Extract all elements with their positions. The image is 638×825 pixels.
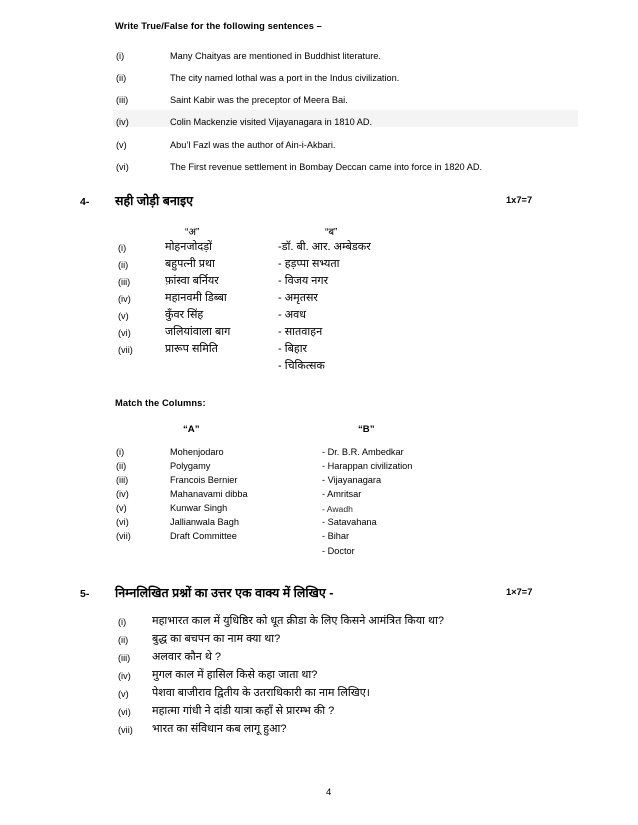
- match-row-b: - अवध: [278, 309, 307, 321]
- match-row-b: - चिकित्सक: [278, 360, 325, 372]
- list-item-number: (vii): [118, 725, 133, 735]
- list-item: Abu’l Fazl was the author of Ain-i-Akbari.: [170, 140, 336, 150]
- match-row-a: महानवमी डिब्बा: [165, 292, 227, 304]
- question-4-number: 4-: [80, 196, 90, 208]
- match-row-number: (i): [116, 447, 125, 457]
- column-b-header-en: “B”: [358, 424, 375, 435]
- match-row-b: -डॉ. बी. आर. अम्बेडकर: [278, 241, 371, 253]
- list-item-number: (v): [116, 140, 127, 150]
- column-b-header-hi: “ब”: [325, 227, 338, 238]
- match-row-a: Jallianwala Bagh: [170, 517, 239, 527]
- list-item: Saint Kabir was the preceptor of Meera Bai.: [170, 95, 348, 105]
- question-4-heading: सही जोड़ी बनाइए: [115, 194, 194, 208]
- match-row-a: बहुपत्नी प्रथा: [165, 258, 215, 270]
- match-row-b: - Satavahana: [322, 517, 377, 527]
- match-row-b: - विजय नगर: [278, 275, 329, 287]
- list-item: Colin Mackenzie visited Vijayanagara in 1810 AD.: [170, 117, 373, 127]
- match-row-number: (vi): [116, 517, 129, 527]
- match-row-number: (vii): [118, 345, 133, 355]
- list-item-number: (iii): [118, 653, 131, 663]
- match-row-number: (iv): [116, 489, 129, 499]
- match-row-b: - सातवाहन: [278, 326, 323, 338]
- list-item: अलवार कौन थे ?: [152, 651, 222, 663]
- match-row-number: (ii): [116, 461, 127, 471]
- page-number: 4: [326, 787, 332, 798]
- list-item-number: (iv): [118, 671, 131, 681]
- question-5-heading: निम्नलिखित प्रश्नों का उत्तर एक वाक्य में लिखिए -: [115, 586, 334, 600]
- match-row-b: - अमृतसर: [278, 292, 318, 304]
- list-item-number: (iv): [116, 117, 129, 127]
- match-columns-heading: Match the Columns:: [115, 398, 206, 408]
- match-row-number: (ii): [118, 260, 129, 270]
- match-row-number: (iv): [118, 294, 131, 304]
- match-row-a: Draft Committee: [170, 531, 237, 541]
- match-row-number: (v): [116, 503, 127, 513]
- question-4-marks: 1x7=7: [506, 195, 533, 205]
- match-row-b: - Bihar: [322, 531, 350, 541]
- match-row-b: - Awadh: [322, 504, 353, 514]
- match-row-b: - Doctor: [322, 546, 355, 556]
- match-row-b: - Dr. B.R. Ambedkar: [322, 447, 404, 457]
- match-row-a: Polygamy: [170, 461, 211, 471]
- match-row-a: मोहनजोदड़ों: [165, 241, 212, 253]
- column-a-header-en: “A”: [183, 424, 200, 435]
- list-item: भारत का संविधान कब लागू हुआ?: [152, 723, 287, 735]
- match-row-number: (iii): [116, 475, 129, 485]
- match-row-a: Kunwar Singh: [170, 503, 228, 513]
- list-item: महात्मा गांधी ने दांडी यात्रा कहाँ से प्रारम्भ की ?: [152, 705, 335, 717]
- match-row-a: Mahanavami dibba: [170, 489, 248, 499]
- list-item: The city named lothal was a port in the Indus civilization.: [170, 73, 400, 83]
- list-item-number: (i): [116, 51, 125, 61]
- match-row-b: - Harappan civilization: [322, 461, 413, 471]
- list-item-number: (vi): [116, 162, 129, 172]
- question-5-marks: 1×7=7: [506, 587, 533, 597]
- true-false-heading: Write True/False for the following sentences –: [115, 21, 322, 31]
- question-5-number: 5-: [80, 588, 90, 600]
- list-item: The First revenue settlement in Bombay Deccan came into force in 1820 AD.: [170, 162, 483, 172]
- match-row-number: (iii): [118, 277, 131, 287]
- list-item: पेशवा बाजीराव द्वितीय के उतराधिकारी का नाम लिखिए।: [152, 687, 370, 699]
- match-row-b: - Vijayanagara: [322, 475, 382, 485]
- match-row-a: कुँवर सिंह: [165, 309, 204, 321]
- match-row-number: (i): [118, 243, 127, 253]
- match-row-a: फ़ांस्वा बर्नियर: [165, 275, 219, 287]
- match-row-number: (vii): [116, 531, 131, 541]
- match-row-a: जलियांवाला बाग: [165, 326, 231, 338]
- match-row-a: Francois Bernier: [170, 475, 238, 485]
- list-item-number: (i): [118, 617, 127, 627]
- list-item: बुद्ध का बचपन का नाम क्या था?: [152, 633, 281, 645]
- match-row-b: - हड़प्पा सभ्यता: [278, 258, 340, 270]
- match-row-a: Mohenjodaro: [170, 447, 224, 457]
- match-row-b: - बिहार: [278, 343, 308, 355]
- column-a-header-hi: “अ”: [185, 227, 200, 238]
- match-row-b: - Amritsar: [322, 489, 362, 499]
- list-item: महाभारत काल में युधिष्ठिर को धूत क्रीडा के लिए किसने आमंत्रित किया था?: [152, 615, 445, 627]
- match-row-number: (v): [118, 311, 129, 321]
- list-item-number: (iii): [116, 95, 129, 105]
- list-item: मुगल काल में हासिल किसे कहा जाता था?: [152, 669, 318, 681]
- list-item-number: (ii): [118, 635, 129, 645]
- list-item: Many Chaityas are mentioned in Buddhist literature.: [170, 51, 381, 61]
- list-item-number: (vi): [118, 707, 131, 717]
- match-row-number: (vi): [118, 328, 131, 338]
- list-item-number: (v): [118, 689, 129, 699]
- match-row-a: प्रारूप समिति: [165, 343, 218, 355]
- list-item-number: (ii): [116, 73, 127, 83]
